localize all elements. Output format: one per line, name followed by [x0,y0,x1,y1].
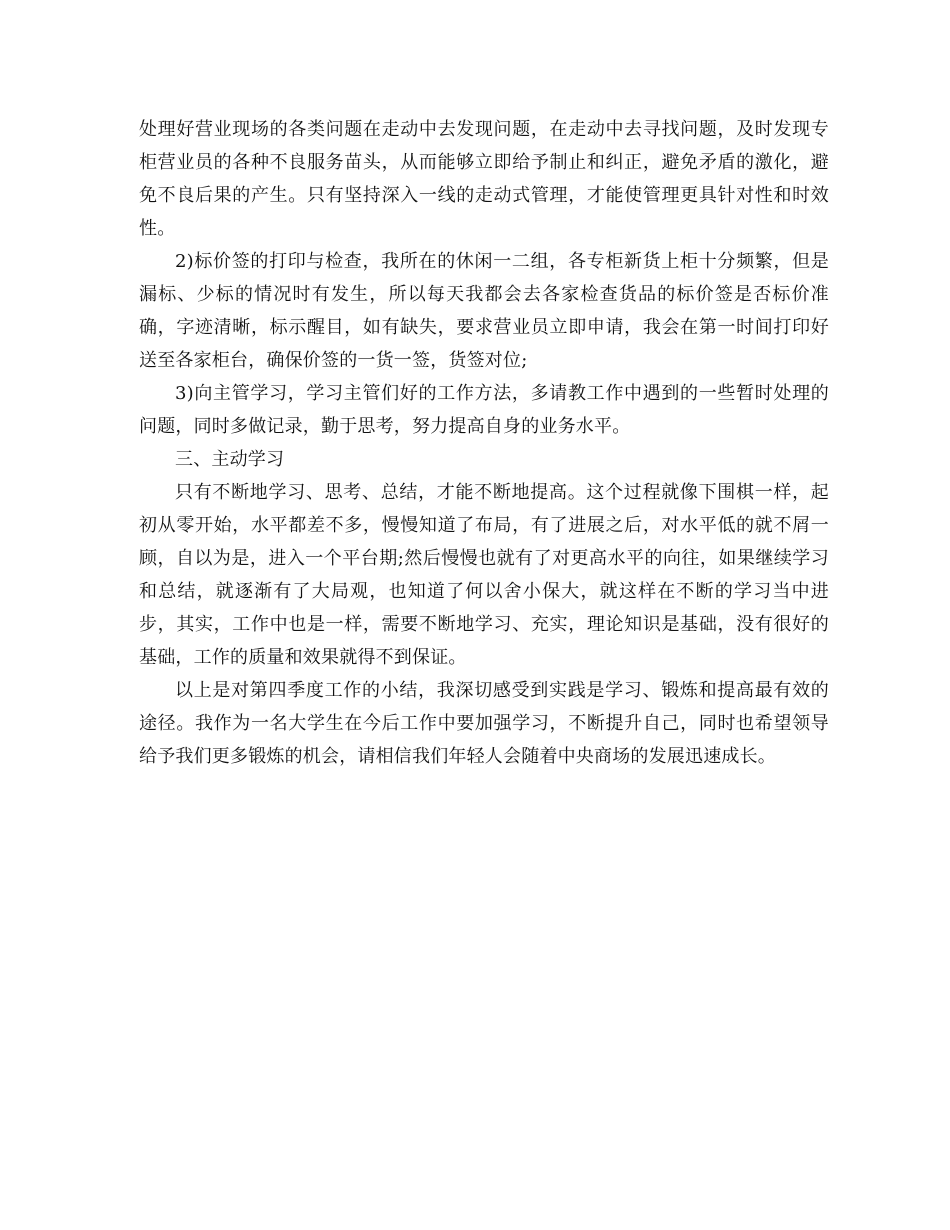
paragraph-price-tag: 2)标价签的打印与检查，我所在的休闲一二组，各专柜新货上柜十分频繁，但是漏标、少标的情况时有发生，所以每天我都会去各家检查货品的标价签是否标价准确，字迹清晰，标示醒目，如有缺失，要求营业员立即申请，我会在第一时间打印好送至各家柜台，确保价签的一货一签，货签对位; [139,251,829,371]
paragraph-continued: 处理好营业现场的各类问题在走动中去发现问题，在走动中去寻找问题，及时发现专柜营业员的各种不良服务苗头，从而能够立即给予制止和纠正，避免矛盾的激化，避免不良后果的产生。只有坚持深入一线的走动式管理，才能使管理更具针对性和时效性。 [139,119,829,239]
document-body [139,113,829,773]
paragraph-continuous-learning: 只有不断地学习、思考、总结，才能不断地提高。这个过程就像下围棋一样，起初从零开始，水平都差不多，慢慢知道了布局，有了进展之后，对水平低的就不屑一顾，自以为是，进入一个平台期;然后慢慢也就有了对更高水平的向往，如果继续学习和总结，就逐渐有了大局观，也知道了何以舍小保大，就这样在不断的学习当中进步，其实，工作中也是一样，需要不断地学习、充实，理论知识是基础，没有很好的基础，工作的质量和效果就得不到保证。 [139,482,829,668]
paragraph-summary: 以上是对第四季度工作的小结，我深切感受到实践是学习、锻炼和提高最有效的途径。我作为一名大学生在今后工作中要加强学习，不断提升自己，同时也希望领导给予我们更多锻炼的机会，请相信我们年轻人会随着中央商场的发展迅速成长。 [139,680,829,767]
paragraph-learn-from-supervisor: 3)向主管学习，学习主管们好的工作方法，多请教工作中遇到的一些暂时处理的问题，同时多做记录，勤于思考，努力提高自身的业务水平。 [139,383,829,437]
section-heading-active-learning: 三、主动学习 [175,449,285,470]
